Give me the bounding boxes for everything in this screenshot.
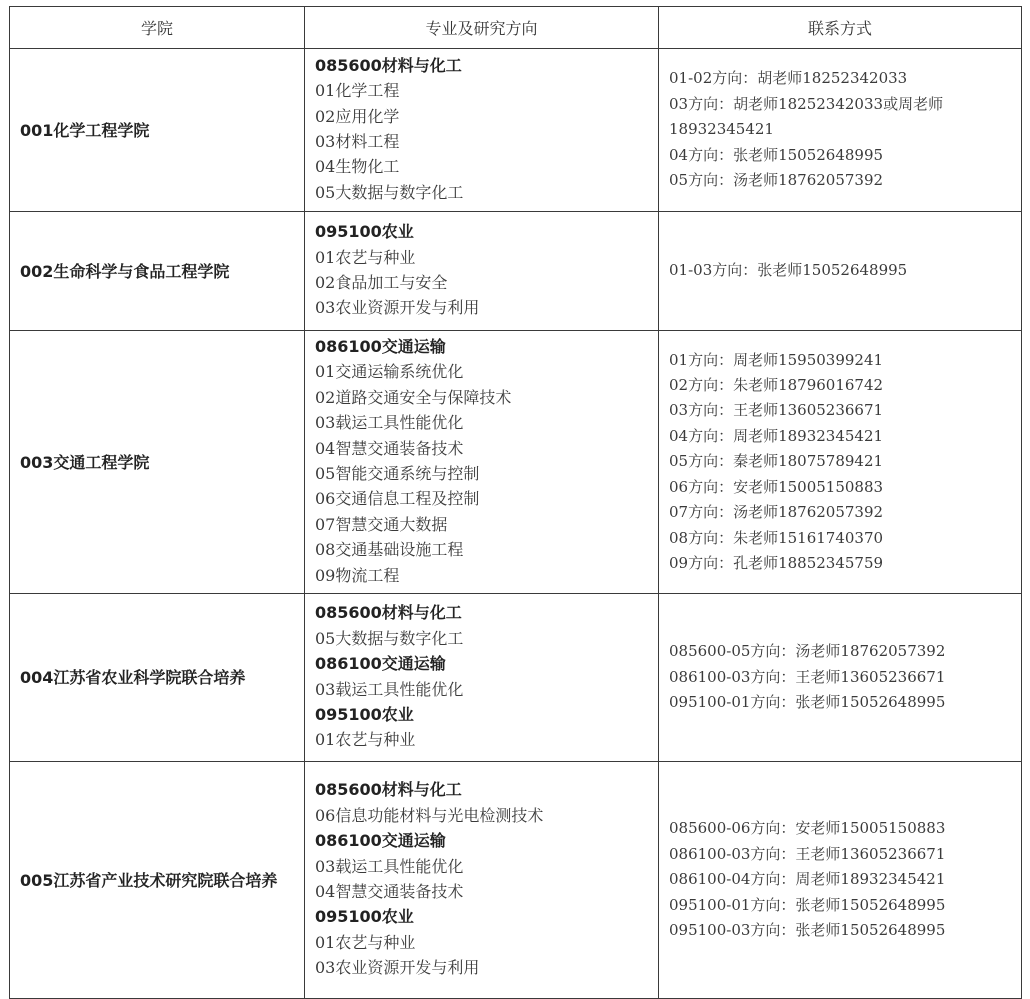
research-direction: 03载运工具性能优化 [315,413,464,433]
majors-cell [305,212,659,331]
research-direction: 06交通信息工程及控制 [315,489,480,509]
contact-line: 01-02方向：胡老师18252342033 [669,69,908,88]
research-direction: 01农艺与种业 [315,932,416,952]
contact-line: 03方向：王老师13605236671 [669,401,884,420]
contact-line: 09方向：孔老师18852345759 [669,553,884,572]
major-code-heading: 085600材料与化工 [315,55,462,75]
research-direction: 02道路交通安全与保障技术 [315,387,512,407]
research-direction: 01交通运输系统优化 [315,362,464,382]
table-header-row [10,7,1022,49]
major-code-heading: 085600材料与化工 [315,603,462,623]
contact-line: 086100-04方向：周老师18932345421 [669,870,946,889]
research-direction: 07智慧交通大数据 [315,514,448,534]
majors-cell [305,594,659,762]
table-row [10,762,1022,999]
contact-line: 095100-01方向：张老师15052648995 [669,693,946,712]
contact-line: 086100-03方向：王老师13605236671 [669,667,946,686]
research-direction: 03农业资源开发与利用 [315,298,480,318]
contact-line: 086100-03方向：王老师13605236671 [669,844,946,863]
contact-line: 05方向：汤老师18762057392 [669,171,884,190]
major-code-heading: 086100交通运输 [315,831,446,851]
contact-line: 04方向：周老师18932345421 [669,426,884,445]
contact-line: 085600-06方向：安老师15005150883 [669,819,946,838]
major-code-heading: 095100农业 [315,222,414,242]
research-direction: 06信息功能材料与光电检测技术 [315,805,544,825]
research-direction: 05智能交通系统与控制 [315,464,480,483]
contact-line: 07方向：汤老师18762057392 [669,503,884,522]
contact-line: 06方向：安老师15005150883 [669,477,884,496]
contact-line: 05方向：秦老师18075789421 [669,452,884,471]
research-direction: 05大数据与数字化工 [315,628,464,648]
table-row [10,212,1022,331]
major-code-heading: 095100农业 [315,704,414,724]
contact-line: 01方向：周老师15950399241 [669,350,884,369]
college-name: 002生命科学与食品工程学院 [10,212,305,331]
header-contacts: 联系方式 [659,7,1022,49]
research-direction: 02食品加工与安全 [315,273,448,292]
research-direction: 03载运工具性能优化 [315,856,464,876]
contacts-cell [659,762,1022,999]
table-row [10,331,1022,594]
research-direction: 03载运工具性能优化 [315,679,464,699]
header-majors: 专业及研究方向 [305,7,659,49]
major-code-heading: 095100农业 [315,907,414,927]
research-direction: 08交通基础设施工程 [315,540,464,560]
majors-cell [305,762,659,999]
contact-line: 095100-03方向：张老师15052648995 [669,921,946,940]
research-direction: 09物流工程 [315,565,400,585]
research-direction: 04生物化工 [315,157,400,177]
majors-cell [305,331,659,594]
contact-line: 02方向：朱老师18796016742 [669,376,884,395]
contact-line: 01-03方向：张老师15052648995 [669,261,908,280]
major-code-heading: 085600材料与化工 [315,780,462,800]
major-code-heading: 086100交通运输 [315,654,446,674]
college-name: 004江苏省农业科学院联合培养 [10,594,305,762]
research-direction: 01化学工程 [315,81,400,101]
contacts-cell [659,212,1022,331]
research-direction: 01农艺与种业 [315,247,416,267]
college-name: 001化学工程学院 [10,49,305,212]
research-direction: 03材料工程 [315,132,400,151]
contacts-cell [659,49,1022,212]
table-row [10,49,1022,212]
research-direction: 05大数据与数字化工 [315,182,464,202]
research-direction: 04智慧交通装备技术 [315,438,464,458]
contact-line: 04方向：张老师15052648995 [669,145,884,164]
contact-line: 03方向：胡老师18252342033或周老师18932345421 [669,94,944,139]
majors-cell [305,49,659,212]
table-row [10,594,1022,762]
major-code-heading: 086100交通运输 [315,336,446,356]
research-direction: 02应用化学 [315,106,400,126]
contact-line: 095100-01方向：张老师15052648995 [669,895,946,914]
contacts-cell [659,594,1022,762]
research-direction: 03农业资源开发与利用 [315,958,480,978]
contact-line: 085600-05方向：汤老师18762057392 [669,642,946,661]
research-direction: 04智慧交通装备技术 [315,882,464,901]
program-contact-table [9,6,1022,999]
contacts-cell [659,331,1022,594]
college-name: 005江苏省产业技术研究院联合培养 [10,762,305,999]
research-direction: 01农艺与种业 [315,730,416,750]
header-college: 学院 [10,7,305,49]
contact-line: 08方向：朱老师15161740370 [669,528,884,547]
college-name: 003交通工程学院 [10,331,305,594]
